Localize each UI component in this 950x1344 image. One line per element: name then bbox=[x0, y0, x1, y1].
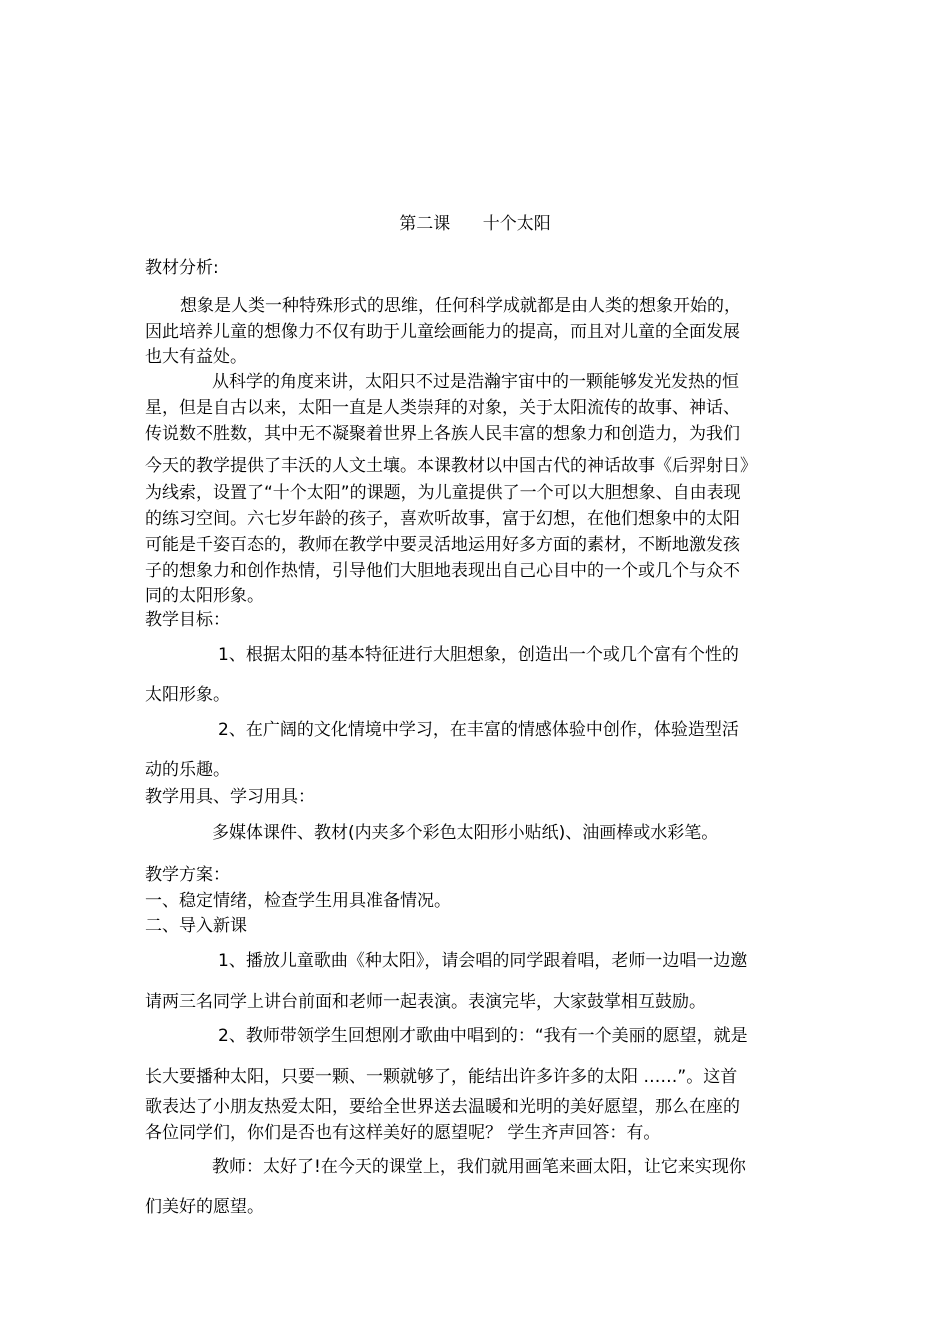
paragraph-line: 因此培养儿童的想像力不仅有助于儿童绘画能力的提高，而且对儿童的全面发展 bbox=[145, 322, 740, 342]
section-heading-plan: 教学方案： bbox=[145, 865, 230, 885]
paragraph-line: 长大要播种太阳，只要一颗、一颗就够了，能结出许多许多的太阳 ……”。这首 bbox=[145, 1067, 738, 1087]
paragraph-line: 们美好的愿望。 bbox=[145, 1197, 264, 1217]
objective-1-continued: 太阳形象。 bbox=[145, 685, 230, 705]
paragraph-line: 也大有益处。 bbox=[145, 347, 247, 367]
paragraph-line: 1、播放儿童歌曲《种太阳》，请会唱的同学跟着唱，老师一边唱一边邀 bbox=[218, 951, 748, 971]
objective-2-continued: 动的乐趣。 bbox=[145, 760, 230, 780]
section-heading-material-analysis: 教材分析: bbox=[145, 258, 219, 278]
paragraph-line: 今天的教学提供了丰沃的人文土壤。本课教材以中国古代的神话故事《后羿射日》 bbox=[145, 456, 757, 476]
lesson-title: 第二课 十个太阳 bbox=[399, 214, 551, 234]
paragraph-line: 传说数不胜数，其中无不凝聚着世界上各族人民丰富的想象力和创造力，为我们 bbox=[145, 424, 740, 444]
paragraph-line: 子的想象力和创作热情，引导他们大胆地表现出自己心目中的一个或几个与众不 bbox=[145, 561, 740, 581]
objective-1: 1、根据太阳的基本特征进行大胆想象，创造出一个或几个富有个性的 bbox=[218, 645, 739, 665]
plan-step-2: 二、导入新课 bbox=[145, 916, 247, 936]
paragraph-line: 星，但是自古以来，太阳一直是人类崇拜的对象，关于太阳流传的故事、神话、 bbox=[145, 398, 740, 418]
objective-2: 2、在广阔的文化情境中学习，在丰富的情感体验中创作，体验造型活 bbox=[218, 720, 739, 740]
section-heading-tools: 教学用具、学习用具： bbox=[145, 787, 315, 807]
paragraph-line: 请两三名同学上讲台前面和老师一起表演。表演完毕，大家鼓掌相互鼓励。 bbox=[145, 992, 706, 1012]
paragraph-line: 的练习空间。六七岁年龄的孩子，喜欢听故事，富于幻想，在他们想象中的太阳 bbox=[145, 509, 740, 529]
paragraph-line: 2、教师带领学生回想刚才歌曲中唱到的：“我有一个美丽的愿望，就是 bbox=[218, 1026, 748, 1046]
paragraph-line: 想象是人类一种特殊形式的思维，任何科学成就都是由人类的想象开始的， bbox=[180, 296, 741, 316]
paragraph-line: 从科学的角度来讲，太阳只不过是浩瀚宇宙中的一颗能够发光发热的恒 bbox=[212, 372, 739, 392]
plan-step-1: 一、稳定情绪，检查学生用具准备情况。 bbox=[145, 891, 451, 911]
paragraph-line: 同的太阳形象。 bbox=[145, 586, 264, 606]
paragraph-line: 歌表达了小朋友热爱太阳，要给全世界送去温暖和光明的美好愿望，那么在座的 bbox=[145, 1097, 740, 1117]
paragraph-line: 各位同学们，你们是否也有这样美好的愿望呢？ 学生齐声回答：有。 bbox=[145, 1123, 661, 1143]
paragraph-line: 为线索，设置了“十个太阳”的课题，为儿童提供了一个可以大胆想象、自由表现 bbox=[145, 483, 741, 503]
tools-list: 多媒体课件、教材(内夹多个彩色太阳形小贴纸)、油画棒或水彩笔。 bbox=[212, 823, 719, 843]
paragraph-line: 可能是千姿百态的，教师在教学中要灵活地运用好多方面的素材，不断地激发孩 bbox=[145, 535, 740, 555]
paragraph-line: 教师：太好了!在今天的课堂上，我们就用画笔来画太阳，让它来实现你 bbox=[212, 1157, 746, 1177]
section-heading-objectives: 教学目标： bbox=[145, 610, 230, 630]
